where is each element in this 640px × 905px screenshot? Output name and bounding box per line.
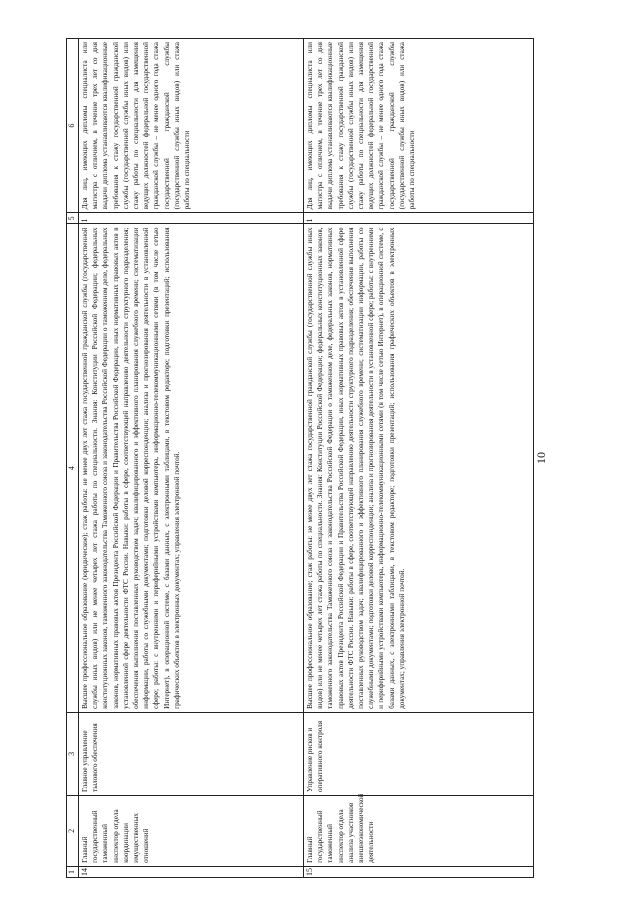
position-cell: Главный государственный таможенный инспектор отдела анализа участников внешнеэкономической деятельности — [304, 795, 534, 866]
header-cell: 3 — [67, 712, 79, 795]
header-cell: 5 — [67, 213, 79, 224]
requirements-cell: Высшее профессиональное образование (юридическое); стаж работы: не менее двух лет стажа государственной гражданской службы (государственной службы иных видов) или не менее четырех лет стажа работы по специальности. Знания: Конституции Российской Федерации; федеральных конституционных законов, таможенного законодательства Таможенного союза и законодательства Российской Федерации о таможенном деле, федеральных законов, нормативных правовых актов Президента Российской Федерации и Правительства Российской Федерации, иных нормативных правовых актов в установленной сфере деятельности ФТС России. Навыки: работы в сфере, соответствующей направлению деятельности структурного подразделения; обеспечения выполнения поставленных руководством задач; квалифицированного и эффективного планирования служебного времени; систематизации информации, работы со служебными документами; подготовки деловой корреспонденции; анализа и прогнозирования деятельности в установленной сфере; работы: с внутренними и периферийными устройствами компьютера, информационно-телекоммуникационными сетями (в том числе сетью Интернет), в операционной системе, с базами данных, с электронными таблицами, в текстовом редакторе; подготовки презентаций; использования графических объектов в электронных документах; управления электронной почтой. — [79, 224, 304, 712]
header-row — [67, 39, 79, 878]
requirements-cell: Высшее профессиональное образование; стаж работы: не менее двух лет стажа государственной гражданской службы (государственной службы иных видов) или не менее четырех лет стажа работы по специальности. Знания: Конституции Российской Федерации; федеральных конституционных законов, таможенного законодательства Таможенного союза и законодательства Российской Федерации о таможенном деле, федеральных законов, нормативных правовых актов Президента Российской Федерации и Правительства Российской Федерации, иных нормативных правовых актов в установленной сфере деятельности ФТС России. Навыки: работы в сфере, соответствующей направлению деятельности структурного подразделения; обеспечения выполнения поставленных руководством задач; квалифицированного и эффективного планирования служебного времени; систематизации информации, работы со служебными документами; подготовки деловой корреспонденции; анализа и прогнозирования деятельности в установленной сфере; работы: с внутренними и периферийными устройствами компьютера, информационно-телекоммуникационными сетями (в том числе сетью Интернет), в операционной системе, с базами данных, с электронными таблицами, в текстовом редакторе; подготовки презентаций; использования графических объектов в электронных документах; управления электронной почтой. — [304, 224, 534, 712]
table-row — [304, 39, 534, 878]
page-number: 10 — [534, 452, 548, 464]
count-cell: 1 — [304, 213, 534, 224]
row-number: 15 — [304, 866, 534, 877]
department-cell: Управление рисков и оперативного контроля — [304, 712, 534, 795]
header-cell: 1 — [67, 866, 79, 877]
department-cell: Главное управление тылового обеспечения — [79, 712, 304, 795]
note-cell: Для лиц, имеющих дипломы специалиста или магистра с отличием, в течение трех лет со дня выдачи диплома устанавливаются квалификационные требования к стажу государственной гражданской службы (государственной службы иных видов) или стажу работы по специальности для замещения ведущих должностей федеральной государственной гражданской службы – не менее одного года стажа государственной гражданской службы (государственной службы иных видов) или стажа работы по специальности — [79, 39, 304, 213]
row-number: 14 — [79, 866, 304, 877]
rotated-page — [66, 38, 606, 878]
header-cell: 2 — [67, 795, 79, 866]
note-cell: Для лиц, имеющих дипломы специалиста или магистра с отличием, в течение трех лет со дня выдачи диплома устанавливаются квалификационные требования к стажу государственной гражданской службы (государственной службы иных видов) или стажу работы по специальности для замещения ведущих должностей федеральной государственной гражданской службы – не менее одного года стажа государственной гражданской службы (государственной службы иных видов) или стажа работы по специальности — [304, 39, 534, 213]
header-cell: 6 — [67, 39, 79, 213]
count-cell: 1 — [79, 213, 304, 224]
header-cell: 4 — [67, 224, 79, 712]
requirements-table — [66, 38, 534, 878]
position-cell: Главный государственный таможенный инспектор отдела координации имущественных отношений — [79, 795, 304, 866]
table-row — [79, 39, 304, 878]
